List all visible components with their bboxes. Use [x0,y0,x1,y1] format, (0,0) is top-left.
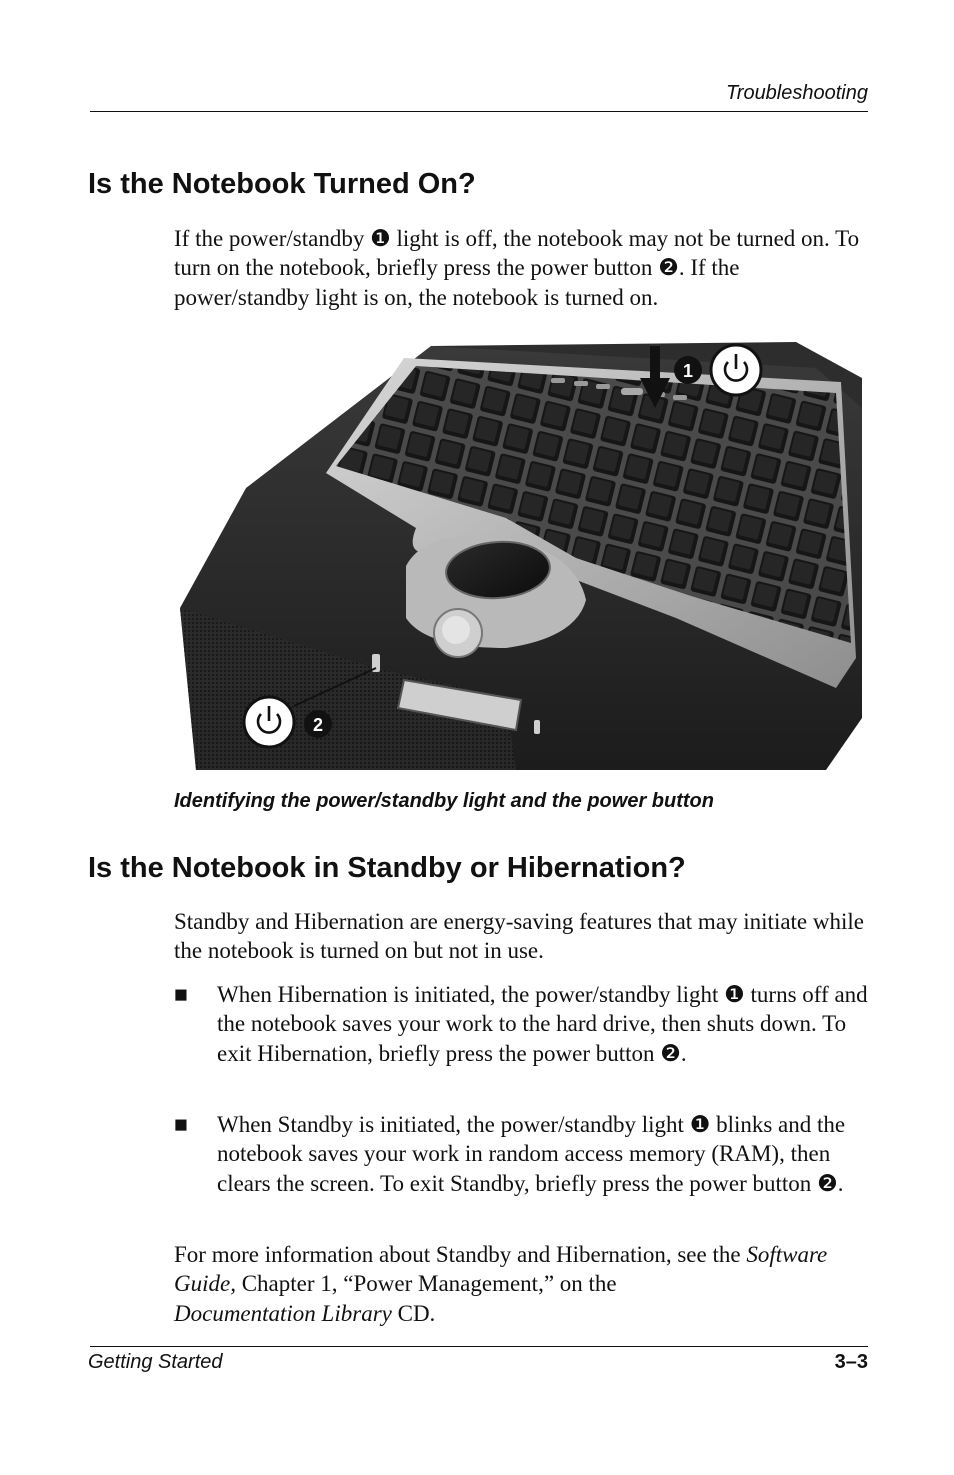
notebook-illustration [176,338,866,770]
bullet-text-standby: When Standby is initiated, the power/standby light ❶ blinks and the notebook saves your work in random access memory (RAM), then clears the screen. To exit Standby, briefly press the power button ❷. [217,1112,846,1196]
software-guide-title: Software Guide, [174,1242,828,1297]
running-head: Troubleshooting [726,82,868,104]
callout-number-2: ❷ [658,255,679,281]
paragraph-more-info: For more information about Standby and Hibernation, see the Software Guide, Chapter 1, “Power Management,” on the Documentation Library CD. [174,1242,828,1326]
paragraph-turned-on: If the power/standby ❶ light is off, the notebook may not be turned on. To turn on the notebook, briefly press the power button ❷. If the power/standby light is on, the notebook is turned on. [174,226,860,310]
callout-number-1: ❶ [724,982,745,1007]
callout-number-2: ❷ [660,1040,681,1066]
bullet-mark: ■ [174,1112,188,1137]
paragraph-standby-intro: Standby and Hibernation are energy-saving features that may initiate while the notebook is turned on but not in use. [174,909,864,964]
section-heading-standby: Is the Notebook in Standby or Hibernation? [88,852,686,884]
callout-1-label: 1 [682,361,694,381]
bullet-text-hibernation: When Hibernation is initiated, the power/standby light ❶ turns off and the notebook saves your work to the hard drive, then shuts down. To exit Hibernation, briefly press the power button ❷. [217,982,868,1066]
bullet-mark: ■ [174,982,188,1007]
power-icon [711,345,761,395]
callout-number-1: ❶ [689,1112,711,1137]
callout-number-2: ❷ [817,1170,838,1196]
documentation-library-title: Documentation Library [174,1300,392,1326]
callout-2-label: 2 [312,715,324,735]
footer-book-title: Getting Started [88,1351,223,1373]
footer-rule [90,1346,868,1347]
scroll-button-highlight [442,616,470,644]
notebook-drawing [176,338,866,770]
header-rule [90,111,868,112]
front-indicator [534,720,540,734]
section-heading-turned-on: Is the Notebook Turned On? [88,168,476,200]
page-number: 3–3 [834,1351,868,1373]
power-icon [244,697,294,747]
figure-caption: Identifying the power/standby light and the power button [174,790,714,812]
callout-number-1: ❶ [370,226,391,251]
